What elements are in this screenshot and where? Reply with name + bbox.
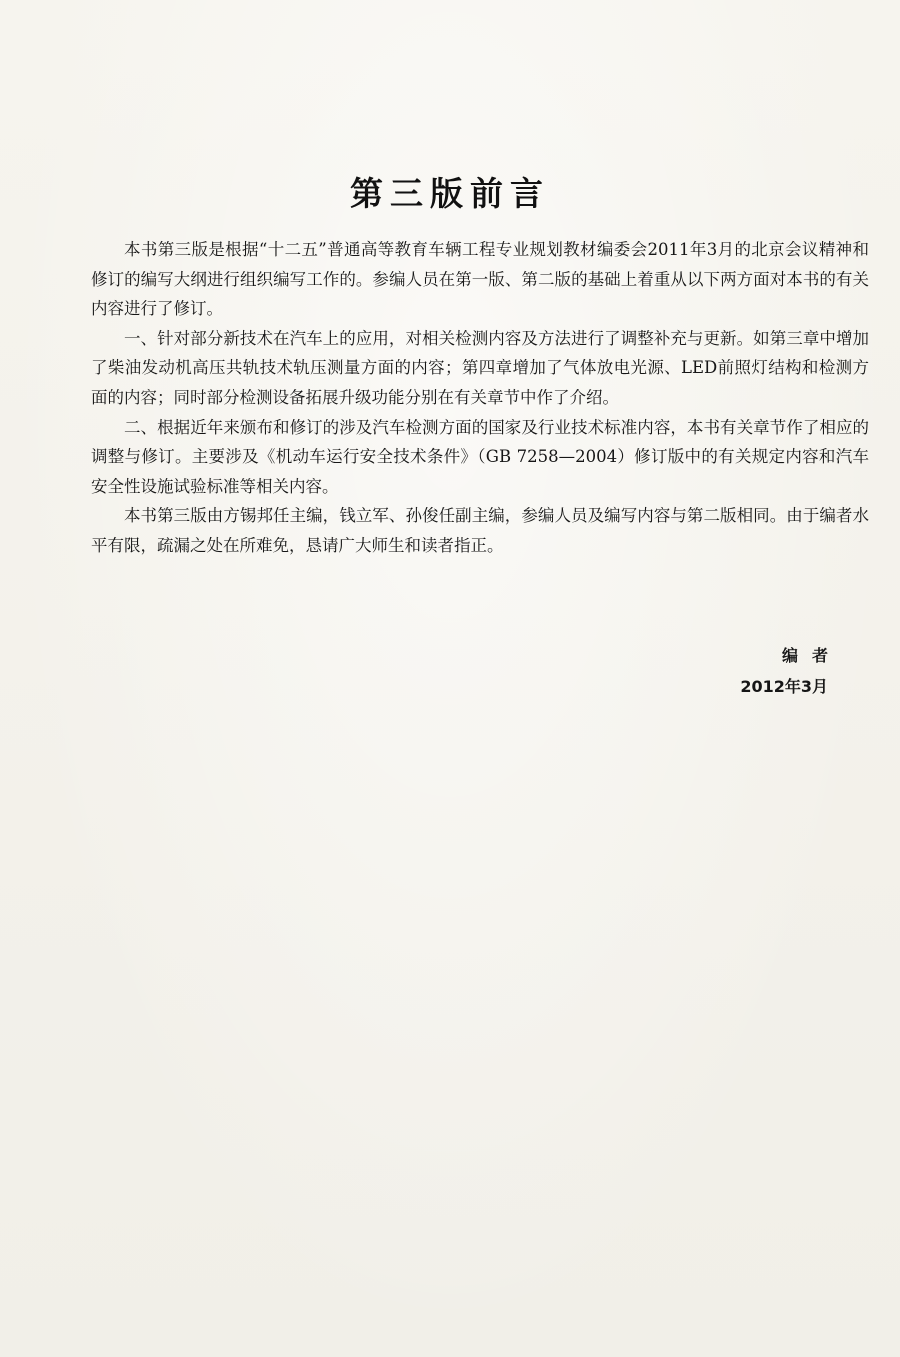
signature-date: 2012年3月 xyxy=(740,677,828,696)
paragraph-revision-one: 一、针对部分新技术在汽车上的应用，对相关检测内容及方法进行了调整补充与更新。如第三章中增加了柴油发动机高压共轨技术轨压测量方面的内容；第四章增加了气体放电光源、LED前照灯结构和检测方面的内容；同时部分检测设备拓展升级功能分别在有关章节中作了介绍。 xyxy=(91,328,869,407)
signature-author: 编者 xyxy=(781,646,842,665)
paragraph-editors: 本书第三版由方锡邦任主编，钱立军、孙俊任副主编，参编人员及编写内容与第二版相同。由于编者水平有限，疏漏之处在所难免，恳请广大师生和读者指正。 xyxy=(91,506,869,555)
paragraph-revision-two: 二、根据近年来颁布和修订的涉及汽车检测方面的国家及行业技术标准内容，本书有关章节作了相应的调整与修订。主要涉及《机动车运行安全技术条件》（GB 7258—2004）修订版中的有关规定内容和汽车安全性设施试验标准等相关内容。 xyxy=(91,417,869,496)
paragraph-intro: 本书第三版是根据“十二五”普通高等教育车辆工程专业规划教材编委会2011年3月的北京会议精神和修订的编写大纲进行组织编写工作的。参编人员在第一版、第二版的基础上着重从以下两方面对本书的有关内容进行了修订。 xyxy=(91,240,869,319)
page-title: 第三版前言 xyxy=(350,174,550,213)
preface-body xyxy=(91,235,869,561)
signature-block xyxy=(740,640,842,702)
